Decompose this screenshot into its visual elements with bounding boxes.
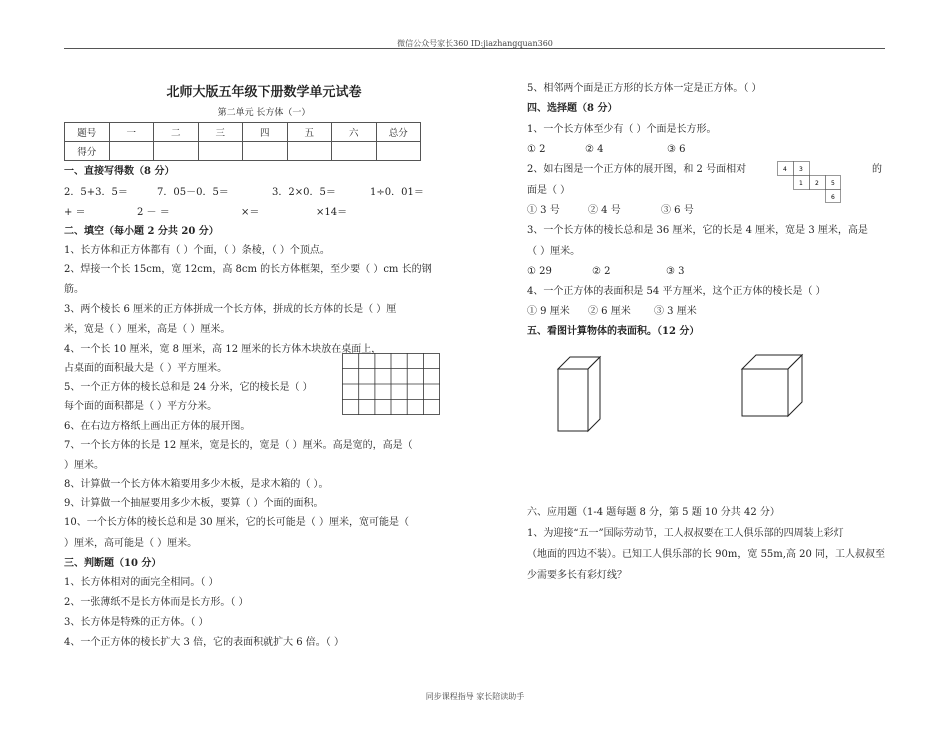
calc-item: 1÷0．01＝ [370, 187, 424, 198]
net-label: 2 [815, 180, 819, 187]
calc-item: 2 － ＝ [137, 207, 170, 218]
question-line: 3、长方体是特殊的正方体。（ ） [64, 617, 209, 628]
option[interactable]: ① 3 号 [527, 205, 560, 216]
question-line: 少需要多长有彩灯线？ [527, 570, 627, 581]
grid-paper[interactable] [342, 353, 440, 415]
score-input-cell[interactable] [198, 142, 243, 161]
question-line: 2、如右图是一个正方体的展开图，和 2 号面相对 [527, 164, 747, 175]
question-line: 3、两个棱长 6 厘米的正方体拼成一个长方体，拼成的长方体的长是（ ）厘 [64, 304, 397, 315]
net-label: 4 [783, 166, 787, 173]
question-line: 4、一个正方体的棱长扩大 3 倍，它的表面积就扩大 6 倍。（ ） [64, 637, 344, 648]
net-label: 1 [799, 180, 803, 187]
score-cell: 四 [243, 123, 288, 142]
question-line: 4、一个正方体的表面积是 54 平方厘米，这个正方体的棱长是（ ） [527, 286, 826, 297]
score-cell: 六 [332, 123, 377, 142]
cuboid-figure [556, 355, 604, 433]
score-input-cell[interactable] [154, 142, 199, 161]
question-line: 1、长方体和正方体都有（ ）个面，（ ）条棱，（ ）个顶点。 [64, 245, 330, 256]
option[interactable]: ③ 3 厘米 [654, 306, 697, 317]
question-line: 9、计算做一个抽屉要用多少木板，要算（ ）个面的面积。 [64, 498, 324, 509]
question-line: 1、为迎接“五一”国际劳动节，工人叔叔要在工人俱乐部的四周装上彩灯 [527, 528, 844, 539]
question-line: ）厘米，高可能是（ ）厘米。 [64, 538, 198, 549]
net-label: 6 [831, 194, 835, 201]
option[interactable]: ① 9 厘米 [527, 306, 570, 317]
option[interactable]: ③ 6 号 [661, 205, 694, 216]
section-5-title: 五、看图计算物体的表面积。（12 分） [527, 326, 700, 337]
section-6-title: 六、应用题（1-4 题每题 8 分，第 5 题 10 分共 42 分） [527, 507, 780, 518]
question-line: 筋。 [64, 284, 84, 295]
header-divider [64, 48, 885, 49]
score-cell: 二 [154, 123, 199, 142]
question-line: 占桌面的面积最大是（ ）平方厘米。 [64, 363, 228, 374]
section-1-title: 一、直接写得数（8 分） [64, 166, 175, 177]
score-table [64, 122, 421, 161]
question-line: 3、一个长方体的棱长总和是 36 厘米，它的长是 4 厘米，宽是 3 厘米，高是 [527, 225, 868, 236]
score-input-cell[interactable] [243, 142, 288, 161]
question-line: 5、相邻两个面是正方形的长方体一定是正方体。（ ） [527, 83, 762, 94]
calc-item: ×＝ [241, 207, 260, 218]
page-footer: 同步课程指导 家长陪读助手 [425, 692, 525, 701]
score-input-cell[interactable] [287, 142, 332, 161]
question-line: 2、焊接一个长 15cm，宽 12cm，高 8cm 的长方体框架，至少要（ ）cm 长的钢 [64, 264, 432, 275]
question-line: 10、一个长方体的棱长总和是 30 厘米，它的长可能是（ ）厘米，宽可能是（ [64, 517, 409, 528]
net-label: 5 [831, 180, 835, 187]
calc-item: 2．5+3．5＝ [64, 187, 128, 198]
score-input-cell[interactable] [109, 142, 154, 161]
calc-item: + ＝ [64, 207, 86, 218]
score-input-cell[interactable] [376, 142, 421, 161]
score-input-cell[interactable] [332, 142, 377, 161]
question-line: 6、在右边方格纸上画出正方体的展开图。 [64, 421, 251, 432]
section-2-title: 二、填空（每小题 2 分共 20 分） [64, 226, 219, 237]
question-line: 的 [872, 164, 882, 175]
option[interactable]: ② 4 [585, 144, 604, 155]
option[interactable]: ① 29 [527, 266, 552, 277]
score-table-header-row [65, 123, 421, 142]
calc-item: ×14＝ [316, 207, 348, 218]
question-line: 每个面的面积都是（ ）平方分米。 [64, 401, 218, 412]
score-cell: 总分 [376, 123, 421, 142]
question-line: 1、长方体相对的面完全相同。（ ） [64, 577, 219, 588]
question-line: 米，宽是（ ）厘米，高是（ ）厘米。 [64, 324, 231, 335]
section-4-title: 四、选择题（8 分） [527, 103, 618, 114]
score-cell: 题号 [65, 123, 110, 142]
option[interactable]: ③ 6 [667, 144, 686, 155]
calc-item: 7．05－0．5＝ [157, 187, 229, 198]
cube-front-face [742, 369, 788, 416]
option[interactable]: ② 2 [592, 266, 611, 277]
option[interactable]: ② 4 号 [588, 205, 621, 216]
question-line: 4、一个长 10 厘米，宽 8 厘米，高 12 厘米的长方体木块放在桌面上， [64, 344, 382, 355]
cube-figure [740, 353, 804, 419]
question-line: ）厘米。 [64, 460, 104, 471]
cuboid-side-face [588, 357, 600, 431]
option[interactable]: ② 6 厘米 [588, 306, 631, 317]
score-cell: 五 [287, 123, 332, 142]
section-3-title: 三、判断题（10 分） [64, 558, 162, 569]
question-line: 8、计算做一个长方体木箱要用多少木板，是求木箱的（ ）。 [64, 479, 329, 490]
score-cell: 一 [109, 123, 154, 142]
question-line: 2、一张薄纸不是长方体而是长方形。（ ） [64, 597, 249, 608]
question-line: 5、一个正方体的棱长总和是 24 分米，它的棱长是（ ） [64, 382, 313, 393]
page-title: 北师大版五年级下册数学单元试卷 [166, 85, 362, 100]
cube-net-diagram [777, 161, 841, 203]
question-line: （地面的四边不装）。已知工人俱乐部的长 90m，宽 55m,高 20 同，工人叔叔至 [527, 549, 886, 560]
calc-item: 3．2×0．5＝ [272, 187, 336, 198]
question-line: （ ）厘米。 [527, 246, 581, 257]
option[interactable]: ③ 3 [666, 266, 685, 277]
net-label: 3 [799, 166, 803, 173]
question-line: 1、一个长方体至少有（ ）个面是长方形。 [527, 124, 717, 135]
cuboid-front-face [558, 369, 588, 431]
page-header: 微信公众号家长360 ID:jiazhangquan360 [397, 39, 553, 48]
option[interactable]: ① 2 [527, 144, 546, 155]
score-cell: 三 [198, 123, 243, 142]
score-cell: 得分 [65, 142, 110, 161]
question-line: 面是（ ） [527, 185, 571, 196]
page-subtitle: 第二单元 长方体（一） [217, 108, 311, 118]
score-table-score-row [65, 142, 421, 161]
question-line: 7、一个长方体的长是 12 厘米，宽是长的，宽是（ ）厘米。高是宽的，高是（ [64, 440, 413, 451]
